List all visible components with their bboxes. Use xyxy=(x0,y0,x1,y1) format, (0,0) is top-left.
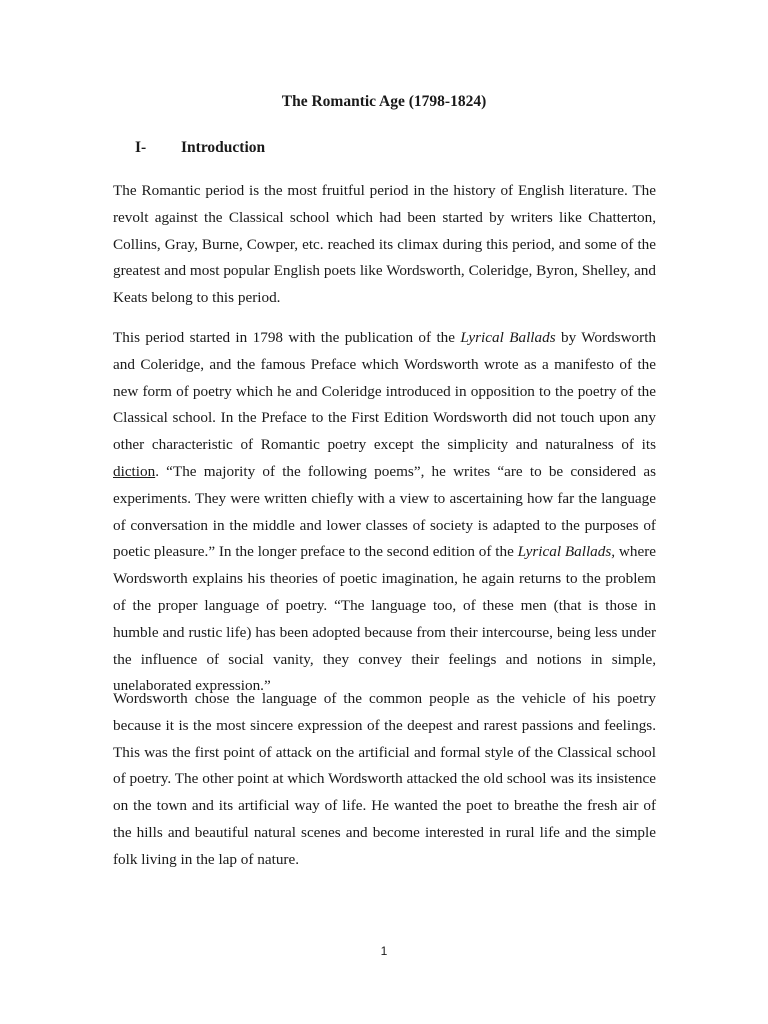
underlined-word-diction: diction xyxy=(113,462,156,480)
section-heading xyxy=(135,138,265,158)
paragraph-1: The Romantic period is the most fruitful period in the history of English literature. The revolt against the Classical school which had been started by writers like Chatterton, Collins, Gray, Burne, Cowper, etc. reached its climax during this period, and some of the greatest and most popular English poets like Wordsworth, Coleridge, Byron, Shelley, and Keats belong to this period. xyxy=(113,182,656,307)
page-number: 1 xyxy=(380,944,388,958)
book-title-lyrical-ballads-2: Lyrical Ballads, xyxy=(517,543,616,561)
paragraph-2-text-3: . “The majority of the following poems”, he writes “are to be considered as experiments. They were written chiefly with a view to ascertaining how far the language of conversation in the middle and lower classes of society is adapted to the purposes of poetic pleasure.” In the longer preface to the second edition of the xyxy=(113,462,656,561)
paragraph-3: Wordsworth chose the language of the common people as the vehicle of his poetry because it is the most sincere expression of the deepest and rarest passions and feelings. This was the first point of attack on the artificial and formal style of the Classical school of poetry. The other point at which Wordsworth attacked the old school was its insistence on the town and its artificial way of life. He wanted the poet to breathe the fresh air of the hills and beautiful natural scenes and become interested in rural life and the simple folk living in the lap of nature. xyxy=(113,690,656,868)
section-number: I- xyxy=(135,139,147,156)
document-title: The Romantic Age (1798-1824) xyxy=(281,93,487,110)
paragraph-2-text-2: by Wordsworth and Coleridge, and the famous Preface which Wordsworth wrote as a manifesto of the new form of poetry which he and Coleridge introduced in opposition to the poetry of the Classical school. In the Preface to the First Edition Wordsworth did not touch upon any other characteristic of Romantic poetry except the simplicity and naturalness of its xyxy=(113,329,657,454)
paragraph-2 xyxy=(113,325,656,700)
book-title-lyrical-ballads: Lyrical Ballads xyxy=(460,329,556,346)
paragraph-2-text-4: where Wordsworth explains his theories of poetic imagination, he again returns to the problem of the proper language of poetry. “The language too, of these men (that is those in humble and rustic life) has been adopted because from their intercourse, being less under the influence of social vanity, they convey their feelings and notions in simple, unelaborated expression.” xyxy=(113,543,657,695)
paragraph-2-text-1: This period started in 1798 with the publication of the xyxy=(113,329,461,346)
section-title: Introduction xyxy=(181,139,266,156)
